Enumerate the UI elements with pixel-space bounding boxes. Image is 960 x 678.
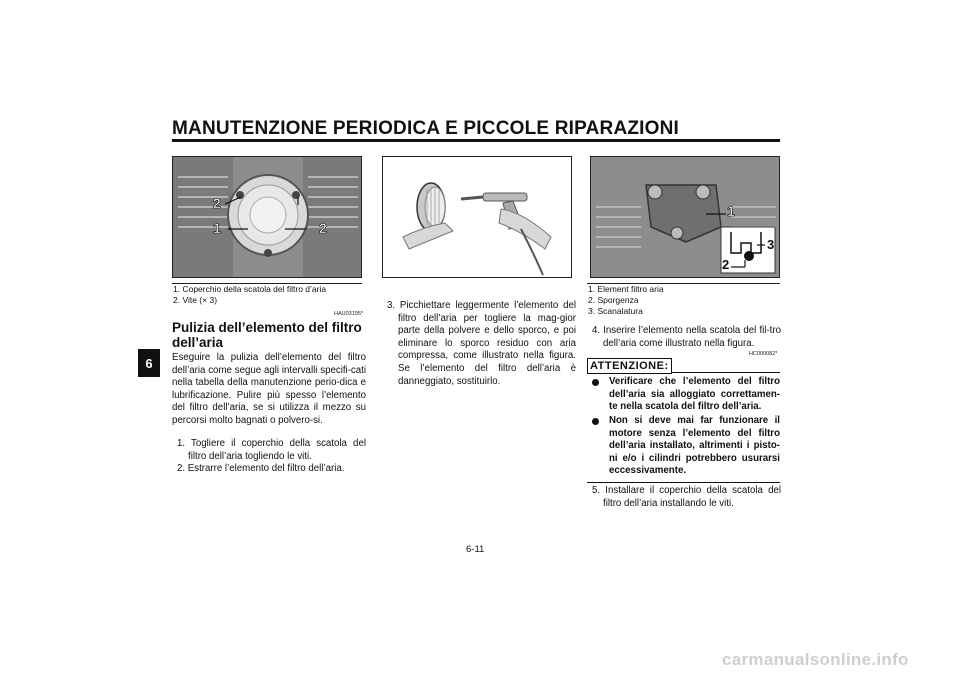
callout-2: 2 <box>722 257 730 272</box>
section-title: Pulizia dell’elemento del filtro dell’aria <box>172 320 362 350</box>
caption-item: 1. Element filtro aria <box>588 284 664 294</box>
figure3-caption <box>588 284 664 317</box>
caution-rule-top <box>672 372 780 373</box>
callout-3: 3 <box>767 237 775 252</box>
callout-2: 2 <box>213 195 221 211</box>
caption-item: 2. Vite (× 3) <box>173 295 218 305</box>
caution-item-1 <box>587 376 780 414</box>
intro-paragraph: Eseguire la pulizia dell’elemento del filtro dell’aria come segue agli intervalli specifi-cati nella tabella della manutenzione perio-dica e lubrificazione. Pulire più spesso l’elemento del filtro dell’aria, se si utilizza il mezzo su percorsi molto bagnati o polvero-si. <box>172 352 366 426</box>
callout-1: 1 <box>727 203 735 219</box>
step-3: 3. Picchiettare leggermente l’elemento del filtro dell’aria per togliere la mag-gior parte della polvere e dello sporco, e poi eliminare lo sporco residuo con aria compressa, come illustrato nella figura. Se l’elemento del filtro dell’aria è danneggiato, sostituirlo. <box>387 300 576 387</box>
callout-1: 1 <box>213 220 221 236</box>
figure-compressed-air <box>382 156 572 278</box>
bullet-icon <box>592 418 599 425</box>
page-number: 6-11 <box>466 544 485 555</box>
figure-element-installation <box>590 156 780 278</box>
section-code: HAU03195* <box>334 311 364 317</box>
callout-2: 2 <box>319 220 327 236</box>
step-1: 1. Togliere il coperchio della scatola del filtro dell’aria togliendo le viti. <box>177 438 366 462</box>
bullet-icon <box>592 379 599 386</box>
page-title: MANUTENZIONE PERIODICA E PICCOLE RIPARAZIONI <box>172 118 680 139</box>
title-rule <box>172 139 780 142</box>
caution-item-2 <box>587 415 780 478</box>
caution-item-text: Non si deve mai far funzionare il motore senza l’elemento del filtro dell’aria installato, altrimenti i pisto-ni e/o i cilindri potrebbero usurarsi eccessivamente. <box>609 415 780 477</box>
caption-item: 3. Scanalatura <box>588 306 643 316</box>
step-4: 4. Inserire l’elemento nella scatola del fil-tro dell’aria come illustrato nella figura. <box>592 325 781 349</box>
figure-air-filter-cover <box>172 156 362 278</box>
caption-item: 2. Sporgenza <box>588 295 639 305</box>
step-5: 5. Installare il coperchio della scatola del filtro dell’aria installando le viti. <box>592 485 781 509</box>
caution-item-text: Verificare che l’elemento del filtro dell’aria sia alloggiato correttamen-te nella scatola del filtro dell’aria. <box>609 376 780 413</box>
chapter-tab: 6 <box>138 349 160 377</box>
figure1-caption <box>173 284 326 306</box>
caution-code: HC000082* <box>749 351 778 357</box>
caution-label: ATTENZIONE: <box>587 358 672 374</box>
caption-item: 1. Coperchio della scatola del filtro d’aria <box>173 284 327 294</box>
caution-rule-bottom <box>587 482 780 483</box>
step-2: 2. Estrarre l’elemento del filtro dell’aria. <box>177 463 345 474</box>
watermark: carmanualsonline.info <box>722 650 909 669</box>
